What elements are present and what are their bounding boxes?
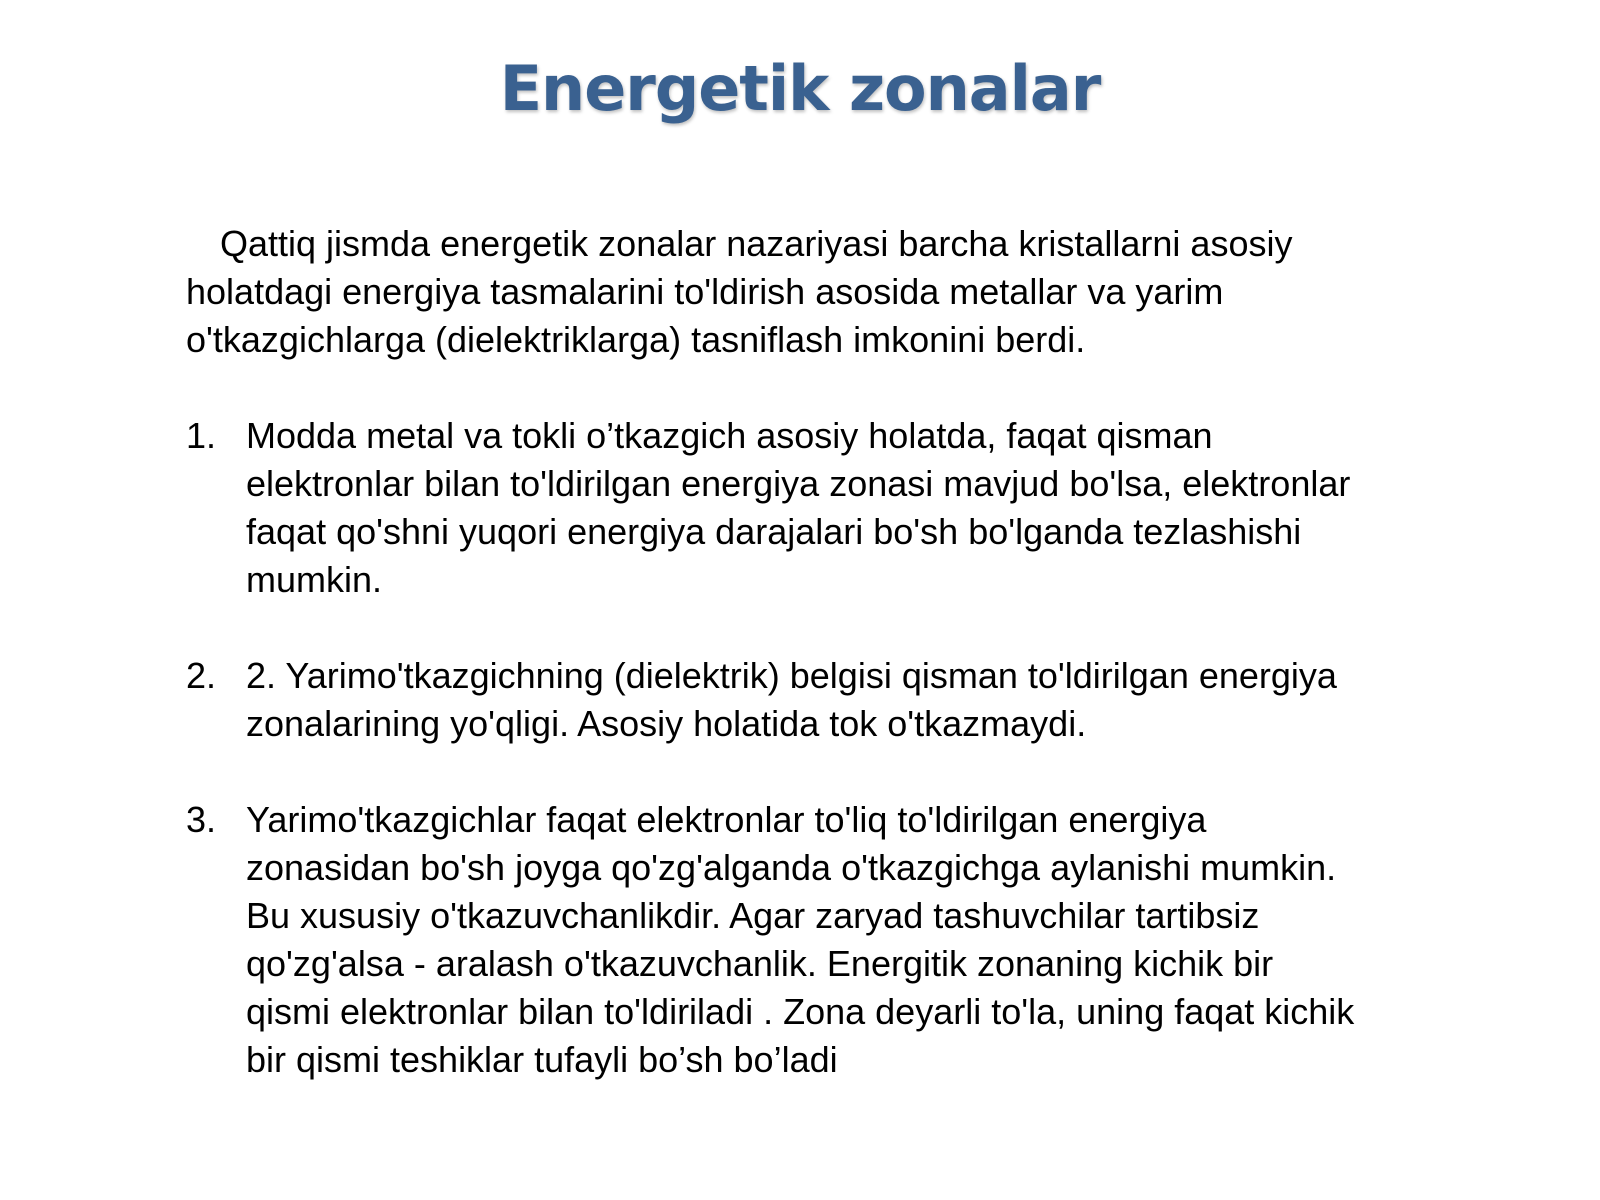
list-item-number: 1. bbox=[186, 415, 217, 456]
list-item-number: 3. bbox=[186, 799, 217, 840]
numbered-list bbox=[186, 412, 1366, 1084]
slide-content bbox=[186, 220, 1366, 1084]
list-item-number: 2. bbox=[186, 655, 217, 696]
list-item-text: Yarimo'tkazgichlar faqat elektronlar to'liq to'ldirilgan energiya zonasidan bo'sh joyga qo'zg'alganda o'tkazgichga aylanishi mumkin. Bu xususiy o'tkazuvchanlikdir. Agar zaryad tashuvchilar tartibsiz qo'zg'alsa - aralash o'tkazuvchanlik. Energitik zonaning kichik bir qismi elektronlar bilan to'ldiriladi . Zona deyarli to'la, uning faqat kichik bir qismi teshiklar tufayli bo’sh bo’ladi bbox=[246, 799, 1355, 1080]
list-item bbox=[186, 412, 1366, 604]
list-item bbox=[186, 652, 1366, 748]
list-item bbox=[186, 796, 1366, 1084]
slide-title: Energetik zonalar bbox=[499, 52, 1101, 125]
list-item-text: Modda metal va tokli o’tkazgich asosiy holatda, faqat qisman elektronlar bilan to'ldirilgan energiya zonasi mavjud bo'lsa, elektronlar faqat qo'shni yuqori energiya darajalari bo'sh bo'lganda tezlashishi mumkin. bbox=[246, 415, 1351, 600]
intro-paragraph: Qattiq jismda energetik zonalar nazariyasi barcha kristallarni asosiy holatdagi energiya tasmalarini to'ldirish asosida metallar va yarim o'tkazgichlarga (dielektriklarga) tasniflash imkonini berdi. bbox=[186, 223, 1293, 360]
list-item-text: 2. Yarimo'tkazgichning (dielektrik) belgisi qisman to'ldirilgan energiya zonalarining yo'qligi. Asosiy holatida tok o'tkazmaydi. bbox=[246, 655, 1337, 744]
